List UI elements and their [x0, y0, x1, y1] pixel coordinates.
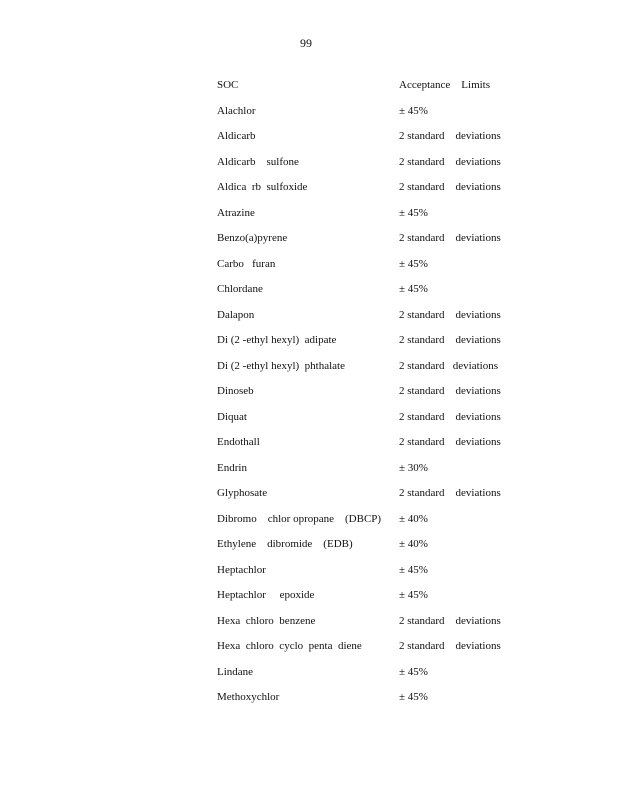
soc-table: [217, 78, 537, 716]
soc-name: Endrin: [217, 461, 247, 474]
soc-name: Di (2 -ethyl hexyl) adipate: [217, 334, 337, 346]
table-row: [217, 690, 537, 716]
table-row: [217, 410, 537, 436]
table-row: [217, 512, 537, 538]
header-soc: SOC: [217, 79, 239, 91]
table-row: [217, 384, 537, 410]
acceptance-limit: 2 standard deviations: [399, 232, 501, 244]
acceptance-limit: ± 45%: [399, 206, 428, 219]
soc-name: Di (2 -ethyl hexyl) phthalate: [217, 359, 345, 372]
table-row: [217, 563, 537, 589]
soc-name: Lindane: [217, 665, 254, 678]
table-row: [217, 155, 537, 181]
acceptance-limit: ± 45%: [399, 665, 428, 678]
soc-name: Aldica rb sulfoxide: [217, 181, 308, 193]
table-header-row: [217, 78, 537, 104]
acceptance-limit: ± 45%: [399, 283, 428, 295]
acceptance-limit: 2 standard deviations: [399, 359, 498, 372]
soc-name: Carbo furan: [217, 257, 276, 270]
acceptance-limit: 2 standard deviations: [399, 614, 501, 627]
acceptance-limit: 2 standard deviations: [399, 410, 501, 423]
page-number: 99: [300, 36, 312, 50]
acceptance-limit: ± 30%: [399, 461, 428, 474]
acceptance-limit: 2 standard deviations: [399, 334, 501, 346]
acceptance-limit: ± 45%: [399, 589, 428, 601]
acceptance-limit: ± 40%: [399, 538, 428, 550]
table-row: [217, 359, 537, 385]
acceptance-limit: 2 standard deviations: [399, 385, 501, 397]
soc-name: Alachlor: [217, 104, 256, 117]
acceptance-limit: 2 standard deviations: [399, 308, 501, 321]
acceptance-limit: 2 standard deviations: [399, 436, 501, 448]
acceptance-limit: 2 standard deviations: [399, 130, 501, 142]
table-row: [217, 461, 537, 487]
table-row: [217, 665, 537, 691]
soc-name: Methoxychlor: [217, 691, 280, 703]
table-row: [217, 486, 537, 512]
table-row: [217, 206, 537, 232]
soc-name: Atrazine: [217, 206, 255, 219]
acceptance-limit: ± 45%: [399, 691, 428, 703]
table-row: [217, 129, 537, 155]
table-row: [217, 282, 537, 308]
soc-name: Heptachlor: [217, 563, 266, 576]
soc-name: Dalapon: [217, 308, 255, 321]
soc-name: Hexa chloro cyclo penta diene: [217, 640, 362, 652]
soc-name: Benzo(a)pyrene: [217, 232, 288, 244]
acceptance-limit: 2 standard deviations: [399, 487, 501, 499]
acceptance-limit: 2 standard deviations: [399, 640, 501, 652]
table-row: [217, 639, 537, 665]
table-row: [217, 435, 537, 461]
table-row: [217, 308, 537, 334]
soc-name: Dinoseb: [217, 385, 254, 397]
soc-name: Ethylene dibromide (EDB): [217, 538, 353, 550]
acceptance-limit: 2 standard deviations: [399, 181, 501, 193]
soc-name: Chlordane: [217, 283, 263, 295]
soc-name: Aldicarb sulfone: [217, 155, 299, 168]
soc-name: Endothall: [217, 436, 260, 448]
acceptance-limit: ± 45%: [399, 104, 428, 117]
table-row: [217, 588, 537, 614]
soc-name: Hexa chloro benzene: [217, 614, 316, 627]
table-row: [217, 333, 537, 359]
table-row: [217, 537, 537, 563]
acceptance-limit: 2 standard deviations: [399, 155, 501, 168]
soc-name: Diquat: [217, 410, 247, 423]
soc-name: Glyphosate: [217, 487, 268, 499]
acceptance-limit: ± 45%: [399, 257, 428, 270]
table-row: [217, 231, 537, 257]
soc-name: Dibromo chlor opropane (DBCP): [217, 512, 382, 525]
table-row: [217, 614, 537, 640]
acceptance-limit: ± 45%: [399, 563, 428, 576]
soc-name: Heptachlor epoxide: [217, 589, 315, 601]
table-row: [217, 104, 537, 130]
table-row: [217, 180, 537, 206]
soc-name: Aldicarb: [217, 130, 256, 142]
header-acceptance-limits: Acceptance Limits: [399, 79, 491, 91]
acceptance-limit: ± 40%: [399, 512, 428, 525]
table-row: [217, 257, 537, 283]
